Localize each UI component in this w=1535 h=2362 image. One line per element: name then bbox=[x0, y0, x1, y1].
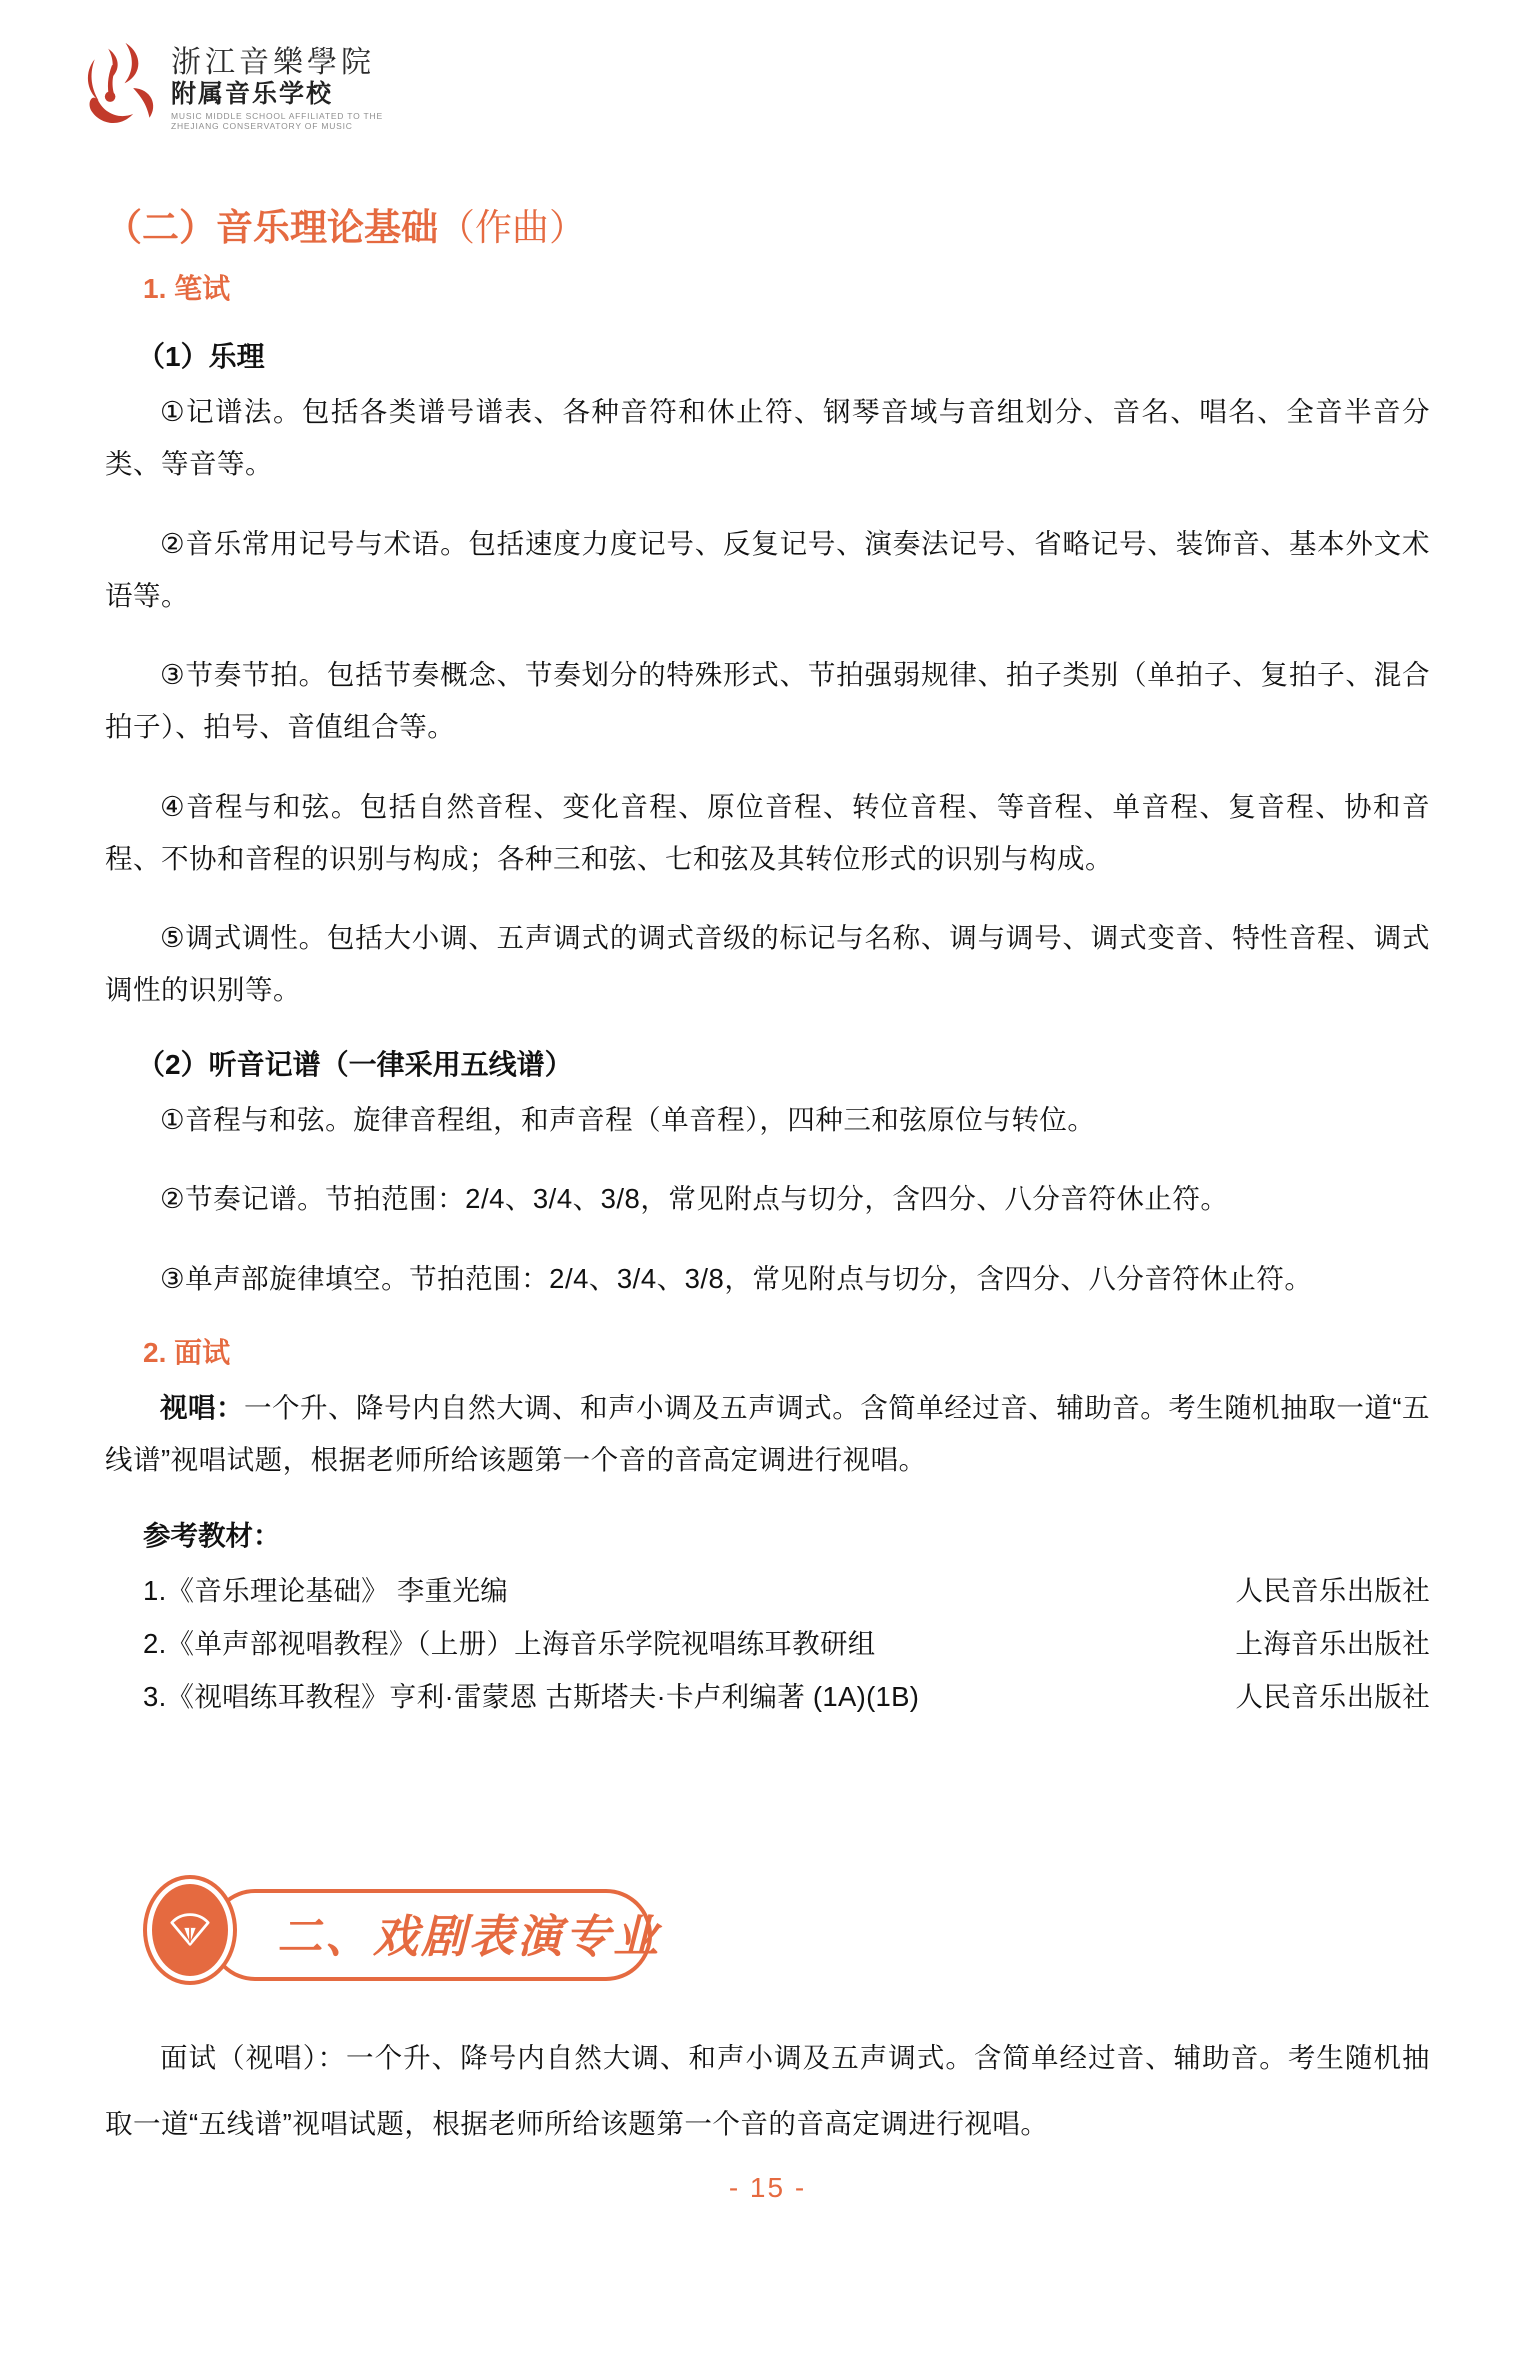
page-number: - 15 - bbox=[728, 2172, 807, 2203]
part2-item-3: ③单声部旋律填空。节拍范围：2/4、3/4、3/8，常见附点与切分，含四分、八分音符休止符。 bbox=[160, 1262, 1313, 1294]
part1-item-1: ①记谱法。包括各类谱号谱表、各种音符和休止符、钢琴音域与音组划分、音名、唱名、全音半音分类、等音等。 bbox=[105, 396, 1430, 480]
part1-item-3: ③节奏节拍。包括节奏概念、节奏划分的特殊形式、节拍强弱规律、拍子类别（单拍子、复拍子、混合拍子）、拍号、音值组合等。 bbox=[105, 659, 1430, 743]
school-name-en-line2: ZHEJIANG CONSERVATORY OF MUSIC bbox=[171, 121, 353, 132]
reference-publisher: 人民音乐出版社 bbox=[1235, 1680, 1430, 1712]
school-subname-cn: 附属音乐学校 bbox=[171, 80, 334, 108]
reference-row bbox=[143, 1571, 1430, 1611]
school-name-en-line1: MUSIC MIDDLE SCHOOL AFFILIATED TO THE bbox=[171, 110, 383, 121]
section-heading-main: （二）音乐理论基础 bbox=[105, 207, 438, 248]
references-title: 参考教材： bbox=[143, 1519, 281, 1551]
part1-title: （1）乐理 bbox=[137, 341, 265, 373]
phoenix-logo-icon bbox=[65, 40, 161, 136]
section2-banner-title: 二、戏剧表演专业 bbox=[277, 1910, 662, 1962]
part2-item-2: ②节奏记谱。节拍范围：2/4、3/4、3/8，常见附点与切分，含四分、八分音符休止符。 bbox=[160, 1183, 1229, 1215]
fan-icon bbox=[164, 1901, 216, 1958]
reference-title: 2.《单声部视唱教程》（上册）上海音乐学院视唱练耳教研组 bbox=[143, 1627, 876, 1659]
reference-row bbox=[143, 1624, 1430, 1664]
section-heading bbox=[105, 204, 1430, 252]
written-exam-title: 1. 笔试 bbox=[143, 273, 231, 305]
reference-title: 3.《视唱练耳教程》亨利·雷蒙恩 古斯塔夫·卡卢利编著 (1A)(1B) bbox=[143, 1680, 920, 1712]
banner-circle bbox=[147, 1879, 233, 1981]
section2-paragraph bbox=[105, 2025, 1430, 2157]
part1-item-4: ④音程与和弦。包括自然音程、变化音程、原位音程、转位音程、等音程、单音程、复音程、协和音程、不协和音程的识别与构成；各种三和弦、七和弦及其转位形式的识别与构成。 bbox=[105, 790, 1430, 874]
school-logo bbox=[65, 40, 1430, 136]
school-logo-text bbox=[171, 40, 383, 132]
section2-paragraph-label: 面试（视唱）： bbox=[160, 2041, 347, 2073]
part2-item-1: ①音程与和弦。旋律音程组，和声音程（单音程），四种三和弦原位与转位。 bbox=[160, 1103, 1096, 1135]
school-name-cn: 浙江音樂學院 bbox=[171, 45, 375, 80]
section2-banner bbox=[147, 1885, 662, 1985]
interview-label: 视唱： bbox=[160, 1392, 245, 1424]
interview-text: 一个升、降号内自然大调、和声小调及五声调式。含简单经过音、辅助音。考生随机抽取一道“五线谱”视唱试题，根据老师所给该题第一个音的音高定调进行视唱。 bbox=[105, 1392, 1431, 1476]
school-name-en bbox=[171, 111, 383, 132]
reference-row bbox=[143, 1677, 1430, 1717]
reference-publisher: 上海音乐出版社 bbox=[1235, 1627, 1430, 1659]
part2-title: （2）听音记谱（一律采用五线谱） bbox=[137, 1048, 573, 1080]
part1-item-2: ②音乐常用记号与术语。包括速度力度记号、反复记号、演奏法记号、省略记号、装饰音、基本外文术语等。 bbox=[105, 527, 1430, 611]
interview-paragraph bbox=[105, 1382, 1430, 1486]
section2-paragraph-text: 一个升、降号内自然大调、和声小调及五声调式。含简单经过音、辅助音。考生随机抽取一道“五线谱”视唱试题，根据老师所给该题第一个音的音高定调进行视唱。 bbox=[105, 2041, 1430, 2139]
interview-title: 2. 面试 bbox=[143, 1337, 231, 1369]
part1-item-5: ⑤调式调性。包括大小调、五声调式的调式音级的标记与名称、调与调号、调式变音、特性音程、调式调性的识别等。 bbox=[105, 922, 1430, 1006]
reference-title: 1.《音乐理论基础》 李重光编 bbox=[143, 1574, 509, 1606]
section-heading-sub: （作曲） bbox=[438, 207, 586, 248]
reference-publisher: 人民音乐出版社 bbox=[1235, 1574, 1430, 1606]
